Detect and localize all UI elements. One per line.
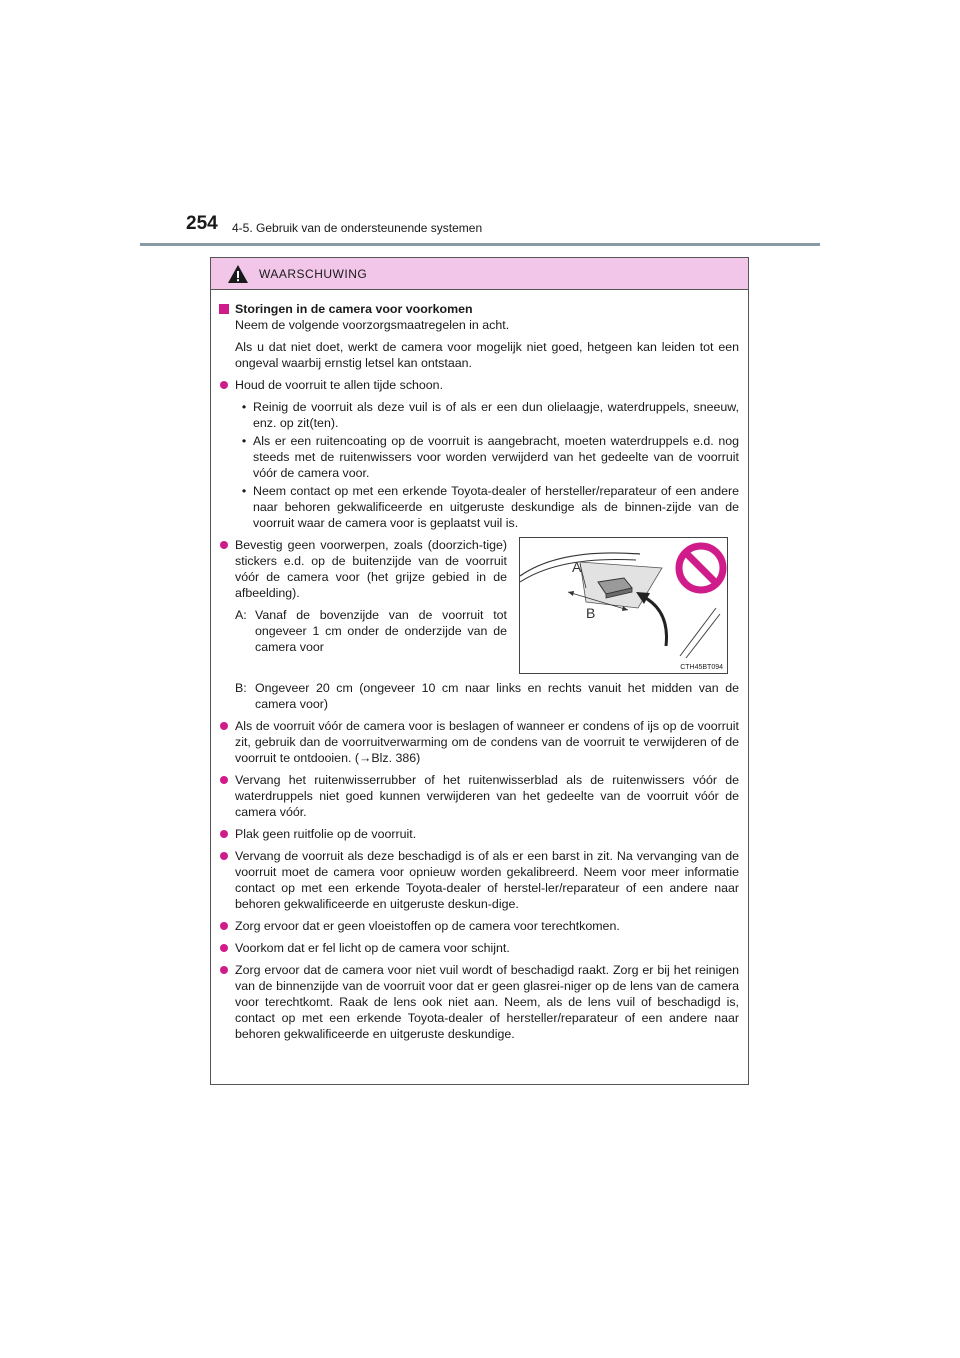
sub-bullet-icon: • bbox=[241, 400, 247, 414]
windshield-camera-figure bbox=[519, 537, 728, 674]
bullet-text: Houd de voorruit te allen tijde schoon. bbox=[235, 378, 444, 392]
figure-label-a: A bbox=[572, 559, 582, 575]
sub-text: Als er een ruitencoating op de voorruit is aangebracht, moeten waterdruppels e.d. nog steeds met de ruitenwissers voor worden verwijderd van het gedeelte van de voorruit vóór de camera voor. bbox=[253, 434, 739, 480]
page-number: 254 bbox=[186, 213, 218, 234]
bullet-liquids bbox=[219, 918, 739, 934]
windshield-camera-illustration bbox=[520, 538, 727, 673]
bullet-text: Zorg ervoor dat er geen vloeistoffen op de camera voor terechtkomen. bbox=[235, 919, 620, 933]
figure-text bbox=[219, 537, 507, 674]
bullet-dot-icon bbox=[220, 776, 228, 784]
warning-header bbox=[211, 258, 748, 290]
square-bullet-icon bbox=[219, 304, 229, 314]
warning-box bbox=[210, 257, 749, 1085]
intro-1: Neem de volgende voorzorgsmaatregelen in acht. bbox=[235, 318, 510, 332]
bullet-stickers bbox=[219, 537, 507, 601]
figure-label-b: B bbox=[586, 605, 596, 621]
bullet-foil bbox=[219, 826, 739, 842]
bullet-dot-icon bbox=[220, 830, 228, 838]
label-a-row bbox=[219, 607, 507, 655]
figure-row bbox=[219, 537, 739, 674]
warning-content bbox=[211, 290, 748, 1042]
bullet-light bbox=[219, 940, 739, 956]
bullet-clean bbox=[219, 377, 739, 393]
sub-item bbox=[219, 483, 739, 531]
sub-bullet-icon: • bbox=[241, 434, 247, 448]
intro-2: Als u dat niet doet, werkt de camera voor mogelijk niet goed, hetgeen kan leiden tot een ongeval waarbij ernstig letsel kan ontstaan. bbox=[235, 340, 739, 370]
sub-text: Reinig de voorruit als deze vuil is of als er een dun olielaagje, waterdruppels, sneeuw, enz. op zit(ten). bbox=[253, 400, 739, 430]
bullet-dot-icon bbox=[220, 722, 228, 730]
warning-title: WAARSCHUWING bbox=[259, 266, 368, 281]
sub-item bbox=[219, 433, 739, 481]
bullet-text: Plak geen ruitfolie op de voorruit. bbox=[235, 827, 417, 841]
sub-item bbox=[219, 399, 739, 431]
bullet-text: Voorkom dat er fel licht op de camera voor schijnt. bbox=[235, 941, 510, 955]
bullet-dirty bbox=[219, 962, 739, 1042]
bullet-text: Bevestig geen voorwerpen, zoals (doorzich-tige) stickers e.d. op de buitenzijde van de voorruit vóór de camera voor (het grijze gebied in de afbeelding). bbox=[235, 538, 507, 600]
heading-text: Storingen in de camera voor voorkomen bbox=[235, 302, 473, 316]
bullet-dot-icon bbox=[220, 541, 228, 549]
bullet-dot-icon bbox=[220, 922, 228, 930]
bullet-replace bbox=[219, 848, 739, 912]
bullet-text: Vervang de voorruit als deze beschadigd is of als er een barst in zit. Na vervanging van de voorruit moet de camera voor opnieuw worden gekalibreerd. Neem voor meer informatie contact op met een erkende Toyota-dealer of herstel-ler/reparateur of een andere naar behoren gekwalificeerde en uitgeruste deskun-dige. bbox=[235, 849, 739, 911]
bullet-text: Vervang het ruitenwisserrubber of het ruitenwisserblad als de ruitenwissers vóór de waterdruppels niet goed kunnen verwijderen van het gedeelte van de voorruit vóór de camera vóór. bbox=[235, 773, 739, 819]
header-rule bbox=[140, 243, 820, 246]
label-b-text: Ongeveer 20 cm (ongeveer 10 cm naar links en rechts vanuit het midden van de camera voor) bbox=[255, 681, 739, 711]
section-title: 4-5. Gebruik van de ondersteunende systemen bbox=[232, 221, 483, 235]
label-a-key: A: bbox=[235, 608, 247, 622]
bullet-dot-icon bbox=[220, 944, 228, 952]
label-b-row bbox=[219, 680, 739, 712]
bullet-condens bbox=[219, 718, 739, 766]
sub-text: Neem contact op met een erkende Toyota-dealer of hersteller/reparateur of een andere naar behoren gekwalificeerde en uitgeruste deskundige als de binnen-zijde van de voorruit waar de camera voor is geplaatst vuil is. bbox=[253, 484, 739, 530]
bullet-dot-icon bbox=[220, 381, 228, 389]
bullet-dot-icon bbox=[220, 852, 228, 860]
label-b-key: B: bbox=[235, 681, 247, 695]
label-a-text: Vanaf de bovenzijde van de voorruit tot ongeveer 1 cm onder de onderzijde van de camera voor bbox=[255, 608, 507, 654]
sub-bullet-icon: • bbox=[241, 484, 247, 498]
bullet-text: Als de voorruit vóór de camera voor is beslagen of wanneer er condens of ijs op de voorruit zit, gebruik dan de voorruitverwarming om de condens van de voorruit te verwijderen of de voorruit te ontdooien. (→Blz. 386) bbox=[235, 719, 739, 765]
figure-code: CTH45BT094 bbox=[680, 664, 723, 671]
warning-triangle-icon bbox=[227, 264, 249, 284]
bullet-text: Zorg ervoor dat de camera voor niet vuil wordt of beschadigd raakt. Zorg er bij het reinigen van de binnenzijde van de voorruit voor dat er geen glasrei-niger op de lens van de camera voor terechtkomt. Raak de lens ook niet aan. Neem, als de lens vuil of beschadigd is, contact op met een erkende Toyota-dealer of hersteller/reparateur of een andere naar behoren gekwalificeerde en uitgeruste deskundige. bbox=[235, 963, 739, 1041]
bullet-dot-icon bbox=[220, 966, 228, 974]
warning-heading bbox=[219, 301, 739, 317]
bullet-wiper bbox=[219, 772, 739, 820]
